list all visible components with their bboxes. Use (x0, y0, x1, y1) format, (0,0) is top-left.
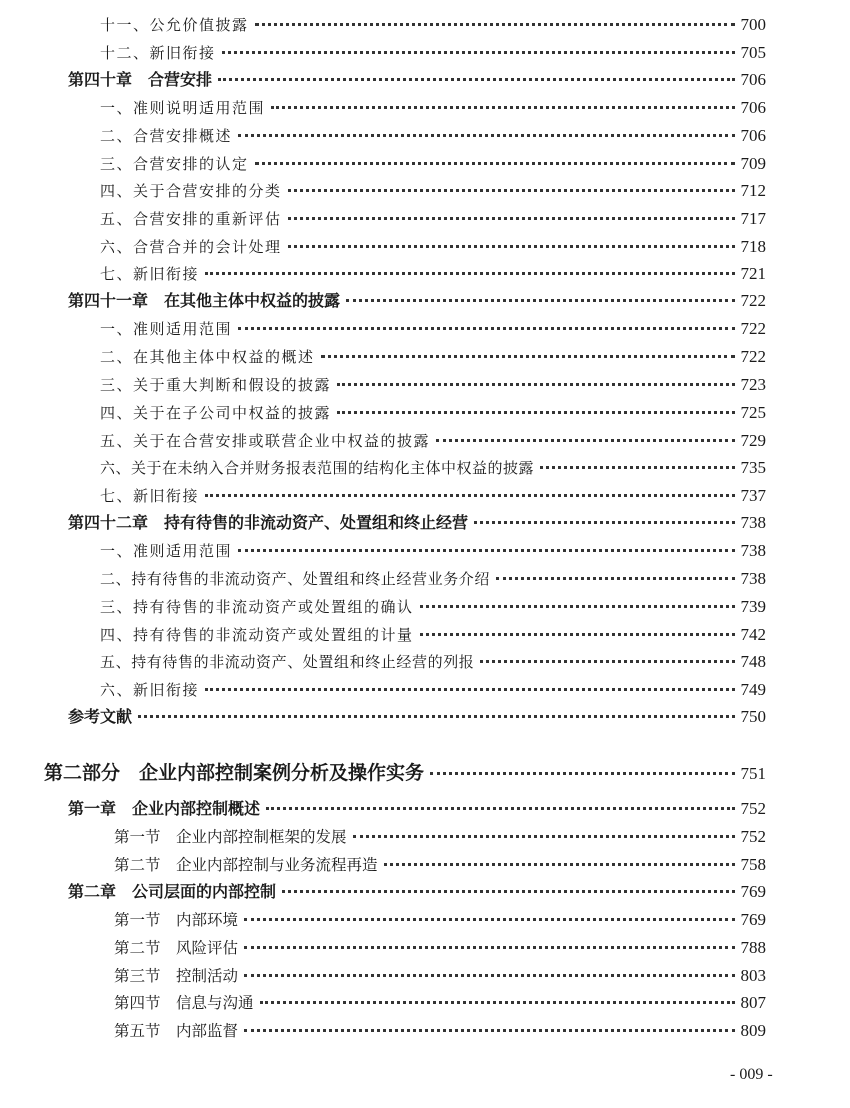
toc-entry-page: 739 (740, 597, 766, 616)
dot-leader (244, 946, 734, 949)
toc-entry-title: 七、新旧衔接 (100, 265, 200, 283)
toc-entry-page: 718 (740, 237, 766, 256)
toc-section[interactable] (114, 911, 766, 929)
toc-entry[interactable] (100, 432, 766, 449)
toc-entry-title: 二、合营安排概述 (100, 127, 233, 145)
toc-entry-page: 706 (740, 126, 766, 145)
toc-entry-page: 749 (740, 680, 766, 699)
toc-entry-page: 737 (740, 486, 766, 505)
toc-entry-title: 六、关于在未纳入合并财务报表范围的结构化主体中权益的披露 (100, 459, 535, 477)
dot-leader (288, 245, 735, 248)
dot-leader (353, 835, 735, 838)
dot-leader (266, 807, 734, 810)
toc-chapter[interactable] (68, 883, 766, 900)
toc-entry-title: 六、合营合并的会计处理 (100, 238, 282, 256)
toc-entry-title: 三、合营安排的认定 (100, 155, 249, 173)
toc-entry-title: 一、准则适用范围 (100, 320, 233, 338)
toc-entry[interactable] (100, 459, 766, 476)
toc-section-page: 803 (740, 966, 766, 985)
dot-leader (420, 633, 735, 636)
toc-section-page: 807 (740, 993, 766, 1012)
toc-part-title: 第二部分 企业内部控制案例分析及操作实务 (44, 762, 425, 784)
toc-section-title: 第一节 内部环境 (114, 911, 239, 929)
toc-section-title: 第二节 企业内部控制与业务流程再造 (114, 856, 378, 874)
dot-leader (436, 439, 734, 442)
toc-chapter-page: 722 (740, 291, 766, 310)
toc-part-page: 751 (740, 764, 766, 783)
toc-entry[interactable] (100, 487, 766, 504)
toc-section[interactable] (114, 939, 766, 957)
toc-entry[interactable] (100, 265, 766, 282)
toc-entry-title: 三、关于重大判断和假设的披露 (100, 376, 332, 394)
dot-leader (255, 162, 735, 165)
toc-entry[interactable] (100, 182, 766, 199)
toc-chapter-title: 第四十二章 持有待售的非流动资产、处置组和终止经营 (68, 513, 469, 532)
toc-entry[interactable] (100, 626, 766, 643)
toc-entry-title: 六、新旧衔接 (100, 681, 200, 699)
dot-leader (474, 521, 734, 524)
toc-chapter[interactable] (68, 800, 766, 817)
toc-section-page: 788 (740, 938, 766, 957)
toc-entry[interactable] (100, 348, 766, 365)
toc-section-page: 809 (740, 1021, 766, 1040)
toc-entry-title: 五、持有待售的非流动资产、处置组和终止经营的列报 (100, 653, 475, 671)
toc-entry-page: 706 (740, 98, 766, 117)
dot-leader (337, 383, 734, 386)
dot-leader (244, 918, 734, 921)
dot-leader (480, 660, 734, 663)
dot-leader (496, 577, 734, 580)
dot-leader (337, 411, 734, 414)
toc-references-title: 参考文献 (68, 707, 133, 726)
toc-chapter-title: 第四十章 合营安排 (68, 70, 213, 89)
dot-leader (238, 549, 734, 552)
toc-entry-page: 705 (740, 43, 766, 62)
toc-section[interactable] (114, 856, 766, 874)
toc-entry-title: 七、新旧衔接 (100, 487, 200, 505)
toc-entry-title: 十二、新旧衔接 (100, 44, 216, 62)
toc-section-page: 758 (740, 855, 766, 874)
toc-entry[interactable] (100, 320, 766, 337)
dot-leader (260, 1001, 735, 1004)
toc-entry-page: 729 (740, 431, 766, 450)
toc-entry-page: 725 (740, 403, 766, 422)
toc-chapter-page: 752 (740, 799, 766, 818)
toc-entry[interactable] (100, 99, 766, 116)
toc-entry-page: 700 (740, 15, 766, 34)
toc-entry-page: 722 (740, 319, 766, 338)
toc-section[interactable] (114, 828, 766, 846)
toc-entry-title: 五、关于在合营安排或联营企业中权益的披露 (100, 432, 431, 450)
toc-entry[interactable] (100, 376, 766, 393)
dot-leader (238, 327, 734, 330)
dot-leader (255, 23, 735, 26)
toc-section[interactable] (114, 967, 766, 985)
dot-leader (205, 688, 734, 691)
dot-leader (244, 974, 734, 977)
toc-entry[interactable] (100, 44, 766, 61)
dot-leader (222, 51, 735, 54)
page-number: - 009 - (730, 1066, 773, 1083)
toc-entry-title: 二、在其他主体中权益的概述 (100, 348, 315, 366)
toc-chapter-title: 第一章 企业内部控制概述 (68, 799, 261, 818)
toc-chapter[interactable] (68, 514, 766, 531)
toc-entry[interactable] (100, 542, 766, 559)
toc-entry-page: 738 (740, 541, 766, 560)
dot-leader (138, 715, 734, 718)
dot-leader (282, 890, 734, 893)
toc-section-title: 第四节 信息与沟通 (114, 994, 254, 1012)
toc-entry-page: 722 (740, 347, 766, 366)
dot-leader (321, 355, 735, 358)
toc-entry[interactable] (100, 238, 766, 255)
toc-entry[interactable] (100, 127, 766, 144)
toc-entry-page: 742 (740, 625, 766, 644)
toc-entry-page: 735 (740, 458, 766, 477)
dot-leader (420, 605, 735, 608)
toc-entry[interactable] (100, 155, 766, 172)
toc-part[interactable] (44, 764, 766, 783)
toc-entry[interactable] (100, 16, 766, 33)
toc-section-page: 752 (740, 827, 766, 846)
dot-leader (430, 772, 734, 775)
toc-chapter[interactable] (68, 71, 766, 88)
toc-entry-title: 五、合营安排的重新评估 (100, 210, 282, 228)
toc-entry-title: 四、持有待售的非流动资产或处置组的计量 (100, 626, 414, 644)
toc-chapter-page: 706 (740, 70, 766, 89)
toc-entry-page: 712 (740, 181, 766, 200)
dot-leader (271, 106, 734, 109)
toc-chapter-page: 738 (740, 513, 766, 532)
toc-entry[interactable] (100, 653, 766, 670)
dot-leader (205, 272, 734, 275)
toc-chapter-title: 第二章 公司层面的内部控制 (68, 882, 277, 901)
toc-section-title: 第三节 控制活动 (114, 967, 239, 985)
toc-entry-title: 四、关于在子公司中权益的披露 (100, 404, 332, 422)
dot-leader (205, 494, 734, 497)
toc-section-title: 第一节 企业内部控制框架的发展 (114, 828, 347, 846)
toc-entry-page: 748 (740, 652, 766, 671)
dot-leader (288, 189, 735, 192)
toc-entry[interactable] (100, 681, 766, 698)
toc-entry-page: 723 (740, 375, 766, 394)
toc-entry-title: 一、准则适用范围 (100, 542, 233, 560)
toc-entry-title: 三、持有待售的非流动资产或处置组的确认 (100, 598, 414, 616)
toc-entry-title: 一、准则说明适用范围 (100, 99, 266, 117)
toc-entry[interactable] (100, 598, 766, 615)
dot-leader (288, 217, 735, 220)
toc-section-page: 769 (740, 910, 766, 929)
toc-chapter-title: 第四十一章 在其他主体中权益的披露 (68, 291, 341, 310)
dot-leader (346, 299, 734, 302)
toc-section-title: 第五节 内部监督 (114, 1022, 239, 1040)
toc-section-title: 第二节 风险评估 (114, 939, 239, 957)
dot-leader (244, 1029, 734, 1032)
toc-entry-page: 709 (740, 154, 766, 173)
dot-leader (218, 78, 734, 81)
toc-entry-title: 二、持有待售的非流动资产、处置组和终止经营业务介绍 (100, 570, 491, 588)
dot-leader (540, 466, 734, 469)
toc-entry-page: 721 (740, 264, 766, 283)
toc-references-page: 750 (740, 707, 766, 726)
toc-chapter-page: 769 (740, 882, 766, 901)
dot-leader (238, 134, 734, 137)
toc-section[interactable] (114, 994, 766, 1012)
toc-references[interactable] (68, 708, 766, 725)
toc-entry[interactable] (100, 210, 766, 227)
toc-entry[interactable] (100, 570, 766, 587)
toc-entry-page: 738 (740, 569, 766, 588)
toc-entry-title: 十一、公允价值披露 (100, 16, 249, 34)
toc-entry[interactable] (100, 404, 766, 421)
toc-chapter[interactable] (68, 292, 766, 309)
toc-entry-title: 四、关于合营安排的分类 (100, 182, 282, 200)
toc-entry-page: 717 (740, 209, 766, 228)
dot-leader (384, 863, 735, 866)
toc-section[interactable] (114, 1022, 766, 1040)
